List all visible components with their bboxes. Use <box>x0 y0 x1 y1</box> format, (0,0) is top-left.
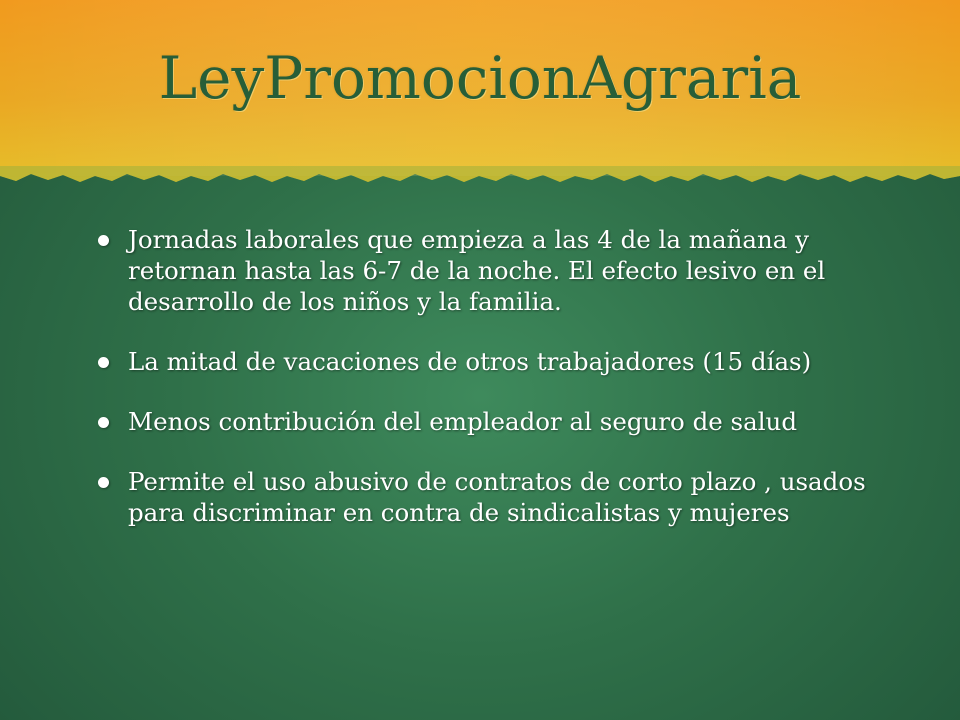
bullet-item <box>98 466 880 528</box>
bullet-dot-icon <box>98 417 109 428</box>
bullet-item <box>98 224 880 317</box>
bullet-text: Jornadas laborales que empieza a las 4 de la mañana y retornan hasta las 6-7 de la noche. El efecto lesivo en el desarrollo de los niños y la familia. <box>128 225 826 316</box>
bullet-text: Menos contribución del empleador al seguro de salud <box>128 407 798 436</box>
bullet-dot-icon <box>98 477 109 488</box>
bullet-item <box>98 346 880 377</box>
bullet-item <box>98 406 880 437</box>
slide-title: LeyPromocionAgraria <box>158 44 802 112</box>
bullet-list <box>98 224 880 557</box>
bullet-text: La mitad de vacaciones de otros trabajadores (15 días) <box>128 347 812 376</box>
bullet-dot-icon <box>98 357 109 368</box>
bullet-dot-icon <box>98 235 109 246</box>
bullet-text: Permite el uso abusivo de contratos de corto plazo , usados para discriminar en contra de sindicalistas y mujeres <box>128 467 866 527</box>
